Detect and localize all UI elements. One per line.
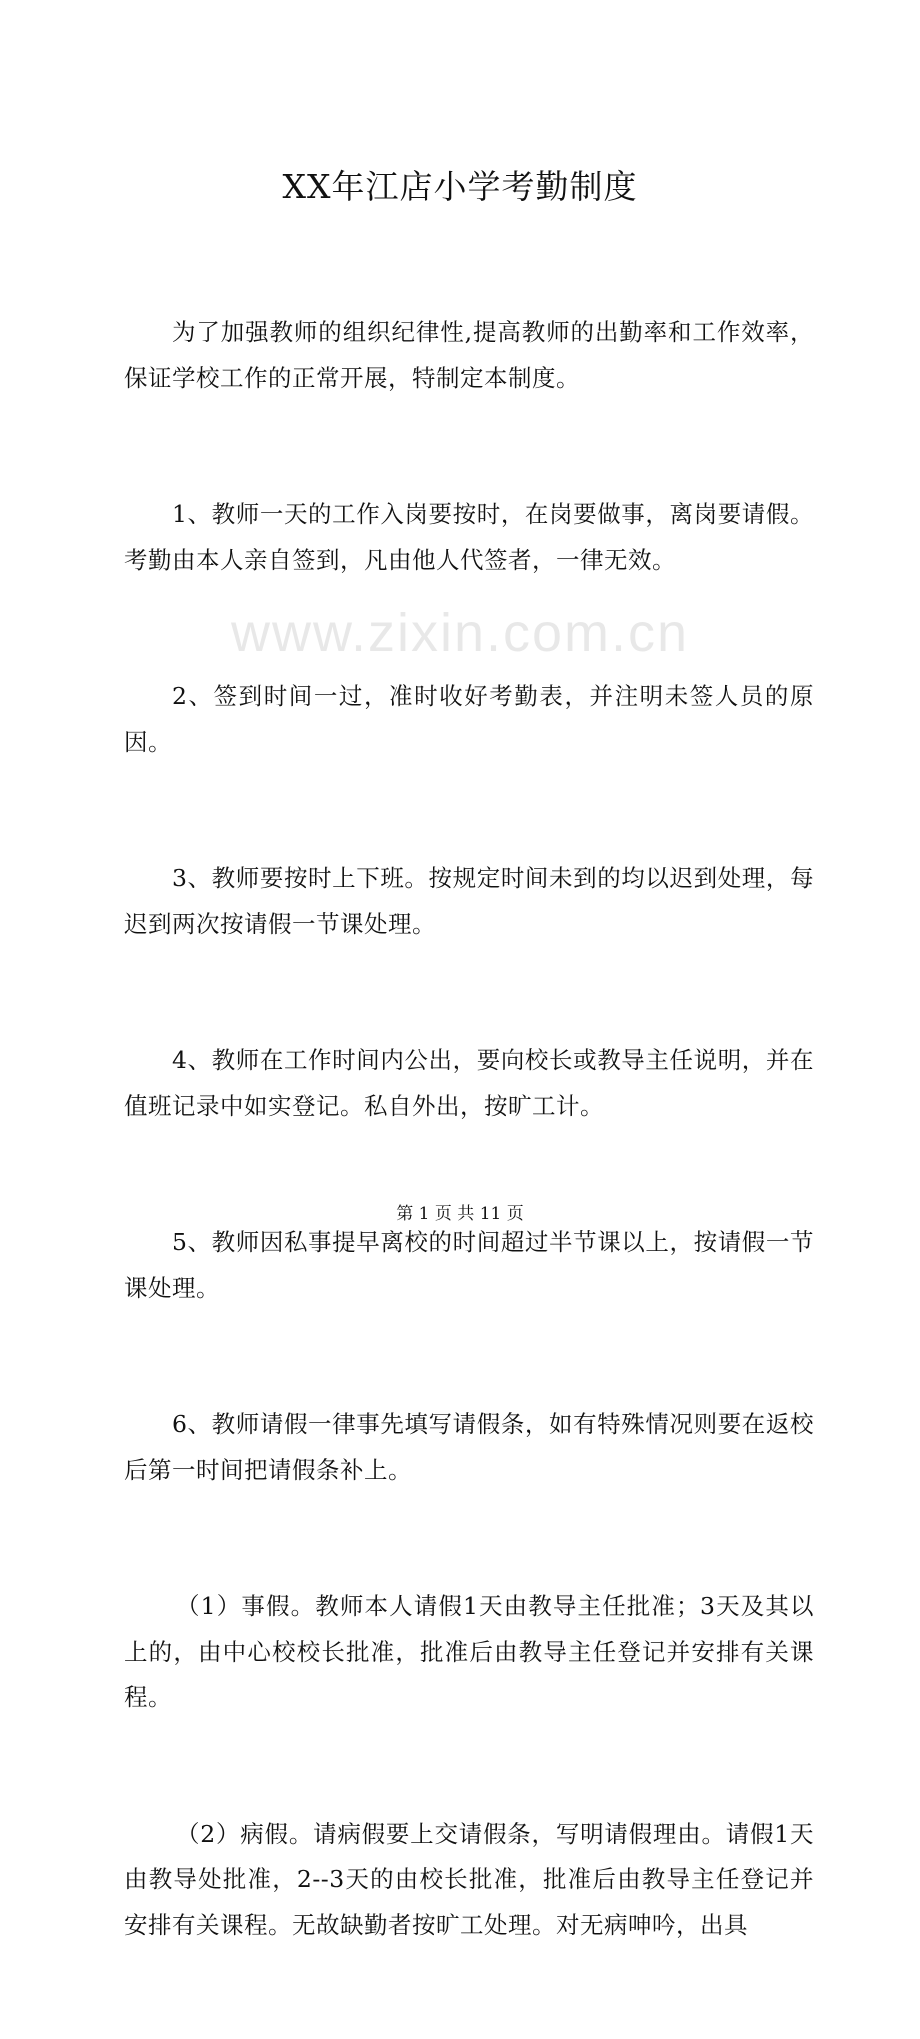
paragraph-intro: 为了加强教师的组织纪律性,提高教师的出勤率和工作效率，保证学校工作的正常开展，特制定本制度。	[124, 318, 814, 392]
paragraph-rule-1: 1、教师一天的工作入岗要按时，在岗要做事，离岗要请假。考勤由本人亲自签到，凡由他人代签者，一律无效。	[124, 500, 814, 574]
watermark: www.zixin.com.cn	[230, 603, 690, 663]
paragraph-rule-5: 5、教师因私事提早离校的时间超过半节课以上，按请假一节课处理。	[124, 1228, 814, 1302]
document-body	[124, 219, 814, 2039]
paragraph-rule-3: 3、教师要按时上下班。按规定时间未到的均以迟到处理，每迟到两次按请假一节课处理。	[124, 864, 814, 938]
paragraph-rule-4: 4、教师在工作时间内公出，要向校长或教导主任说明，并在值班记录中如实登记。私自外出，按旷工计。	[124, 1046, 814, 1120]
paragraph-rule-2: 2、签到时间一过，准时收好考勤表，并注明未签人员的原因。	[124, 682, 814, 756]
page-number-footer: 第 1 页 共 11 页	[396, 1204, 524, 1224]
paragraph-personal-leave: （1）事假。教师本人请假1天由教导主任批准；3天及其以上的，由中心校校长批准，批准后由教导主任登记并安排有关课程。	[124, 1592, 814, 1711]
paragraph-sick-leave: （2）病假。请病假要上交请假条，写明请假理由。请假1天由教导处批准，2--3天的由校长批准，批准后由教导主任登记并安排有关课程。无故缺勤者按旷工处理。对无病呻吟，出具	[124, 1819, 814, 1939]
paragraph-rule-6: 6、教师请假一律事先填写请假条，如有特殊情况则要在返校后第一时间把请假条补上。	[124, 1410, 814, 1484]
document-title: XX年江店小学考勤制度	[282, 167, 638, 206]
